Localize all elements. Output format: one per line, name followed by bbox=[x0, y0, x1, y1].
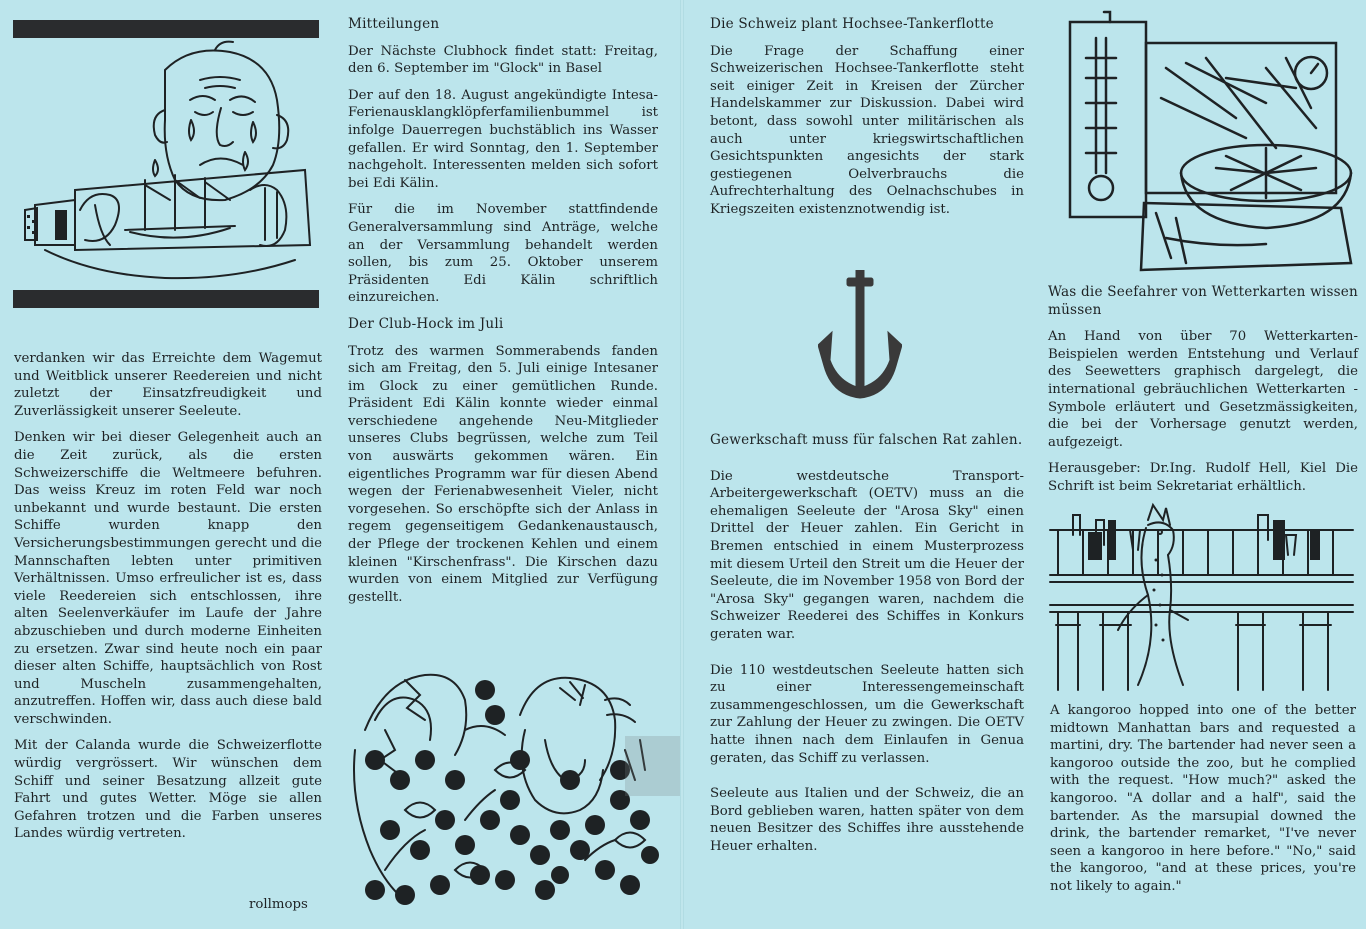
bottom-black-bar bbox=[13, 290, 319, 308]
right-column-1-bottom-text bbox=[710, 432, 1024, 864]
weather-instruments-illustration bbox=[1066, 8, 1356, 273]
paragraph: verdanken wir das Erreichte dem Wagemut und Weitblick unserer Reedereien und nicht zuletzt der Einsatzfreudigkeit und Zuverlässigkeit unserer Seeleute. bbox=[14, 351, 322, 419]
anchor-icon bbox=[818, 270, 902, 400]
paragraph: An Hand von über 70 Wetterkarten-Beispielen werden Entstehung und Verlauf des Seewetters graphisch dargelegt, die international gebräuchlichen Wetterkarten - Symbole erläutert und Gesetzmässigkeiten, die bei der Vorhersage genutzt werden, aufgezeigt. bbox=[1048, 329, 1358, 450]
right-column-2-top-text bbox=[1048, 284, 1358, 505]
paragraph: Seeleute aus Italien und der Schweiz, die an Bord geblieben waren, hatten später von dem neuen Besitzer des Schiffes ihre ausstehende Heuer erhalten. bbox=[710, 786, 1024, 854]
paper-stain bbox=[625, 736, 680, 796]
paragraph: Trotz des warmen Sommerabends fanden sich am Freitag, den 5. Juli einige Intesaner im Glock zu einer gemütlichen Runde. Präsident Edi Kälin konnte wieder einmal verschiedene angehende Neu-Mitglieder unseres Clubs begrüssen, welche zum Teil von auswärts gekommen wären. Ein eigentliches Programm war für diesen Abend wegen der Ferienabwesenheit Vieler, nicht vorgesehen. So erschöpfte sich der Anlass in regem gegenseitigem Gedankenaustausch, der Pflege der trockenen Kehlen und einem kleinen "Kirschenfrass". Die Kirschen dazu wurden von einem Mitglied zur Verfügung gestellt. bbox=[348, 343, 658, 605]
signature-rollmops: rollmops bbox=[249, 897, 308, 912]
crying-man-ship-in-bottle-illustration bbox=[15, 40, 320, 285]
heading-wetterkarten: Was die Seefahrer von Wetterkarten wissen müssen bbox=[1048, 284, 1358, 318]
right-column-1-top-text bbox=[710, 16, 1024, 228]
paragraph: Der Nächste Clubhock findet statt: Freitag, den 6. September im "Glock" in Basel bbox=[348, 43, 658, 77]
paragraph: Mit der Calanda wurde die Schweizerflotte würdig vergrössert. Wir wünschen dem Schiff und seiner Besatzung allzeit gute Fahrt und gutes Wetter. Möge sie allen Gefahren trotzen und die Farben unseres Landes würdig vertreten. bbox=[14, 738, 322, 842]
heading-gewerkschaft: Gewerkschaft muss für falschen Rat zahlen. bbox=[710, 432, 1023, 448]
paragraph: Die westdeutsche Transport-Arbeitergewerkschaft (OETV) muss an die ehemaligen Seeleute der "Arosa Sky" einen Drittel der Heuer zahlen. Ein Gericht in Bremen entschied in einem Musterprozess mit diesem Urteil den Streit um die Heuer der Seeleute, die im November 1958 von Bord der "Arosa Sky" gegangen waren, nachdem die Schweizer Reederei des Schiffes in Konkurs geraten war. bbox=[710, 468, 1024, 642]
heading-mitteilungen: Mitteilungen bbox=[348, 16, 440, 32]
left-column-2-text bbox=[348, 16, 658, 615]
heading-tankerflotte: Die Schweiz plant Hochsee-Tankerflotte bbox=[710, 16, 994, 32]
kangaroo-bar-illustration bbox=[1048, 500, 1356, 696]
paragraph: Der auf den 18. August angekündigte Intesa-Ferienausklangklöpferfamilienbummel ist infolge Dauerregen buchstäblich ins Wasser gefallen. Er wird Sonntag, den 1. September nachgeholt. Interessenten melden sich sofort bei Edi Kälin. bbox=[348, 87, 658, 191]
right-column-2-bottom-text bbox=[1050, 702, 1356, 905]
left-page bbox=[0, 0, 680, 929]
left-column-1-text bbox=[14, 350, 322, 852]
paragraph: Herausgeber: Dr.Ing. Rudolf Hell, Kiel Die Schrift ist beim Sekretariat erhältlich. bbox=[1048, 461, 1358, 494]
paragraph: Für die im November stattfindende Generalversammlung sind Anträge, welche an der Versammlung behandelt werden sollen, bis zum 25. Oktober unserem Präsidenten Edi Kälin schriftlich einzureichen. bbox=[348, 202, 658, 306]
heading-club-hock: Der Club-Hock im Juli bbox=[348, 315, 504, 332]
top-black-bar bbox=[13, 20, 319, 38]
paragraph: A kangoroo hopped into one of the better midtown Manhattan bars and requested a martini, dry. The bartender had never seen a kangoroo outside the zoo, but he complied with the request. "How much?" asked the kangoroo. "A dollar and a half", said the bartender. As the marsupial downed the drink, the bartender remarket, "I've never seen a kangoroo in here before." "No," said the kangoroo, "and at these prices, you're not likely to again." bbox=[1050, 703, 1356, 894]
paragraph: Die 110 westdeutschen Seeleute hatten sich zu einer Interessengemeinschaft zusammengeschlossen, um die Gewerkschaft zur Zahlung der Heuer zu zwingen. Die OETV hatte ihnen nach dem Einlaufen in Genua geraten, das Schiff zu verlassen. bbox=[710, 662, 1024, 766]
paragraph: Denken wir bei dieser Gelegenheit auch an die Zeit zurück, als die ersten Schweizerschiffe die Weltmeere befuhren. Das weiss Kreuz im roten Feld war noch unbekannt und wurde bestaunt. Die ersten Schiffe wurden knapp den Versicherungsbestimmungen gerecht und die Mannschaften lebten unter primitiven Verhältnissen. Umso erfreulicher ist es, dass viele Reedereien sich entschlossen, ihre alten Seelenverkäufer im Laufe der Jahre abzuschieben und durch moderne Einheiten zu ersetzen. Zwar sind heute noch ein paar dieser alten Schiffe, hauptsächlich von Rost und Muscheln zusammengehalten, anzutreffen. Hoffen wir, dass auch diese bald verschwinden. bbox=[14, 430, 322, 727]
paragraph: Die Frage der Schaffung einer Schweizerischen Hochsee-Tankerflotte steht seit einiger Zeit in Kreisen der Zürcher Handelskammer zur Diskussion. Dabei wird betont, dass sowohl unter militärischen als auch unter kriegswirtschaftlichen Gesichtspunkten angesichts der stark gestiegenen Oelverbrauchs die Aufrechterhaltung des Oelnachschubes in Kriegszeiten existenznotwendig ist. bbox=[710, 43, 1024, 217]
right-page bbox=[684, 0, 1366, 929]
